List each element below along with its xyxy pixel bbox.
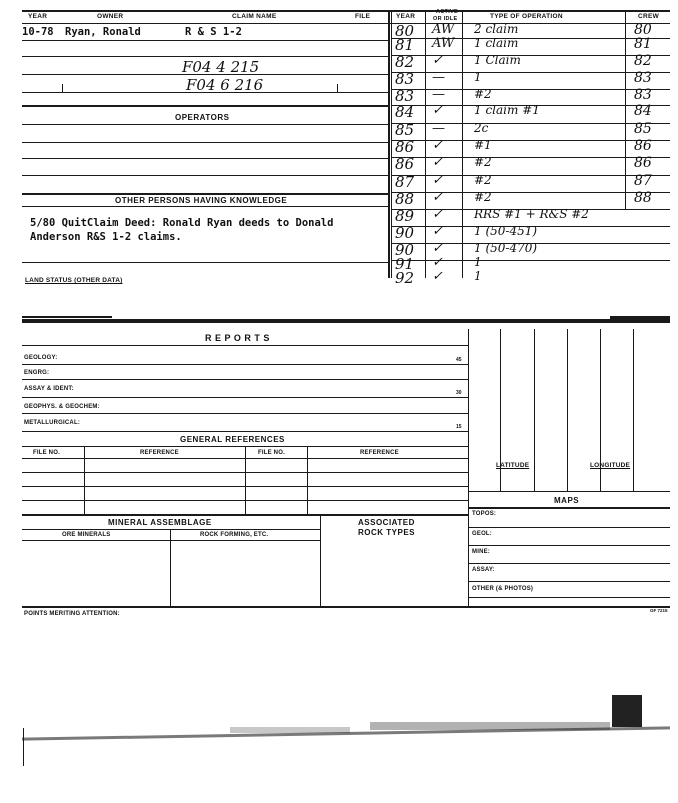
- operation-status: AW: [432, 22, 455, 37]
- operation-status: —: [432, 87, 445, 102]
- operation-crew: 86: [634, 138, 652, 154]
- operation-status: ✓: [432, 103, 443, 118]
- operation-type: 1: [474, 70, 482, 84]
- operation-crew: 80: [634, 22, 652, 38]
- rock-types-label: ROCK TYPES: [358, 528, 416, 537]
- reports-geophys: GEOPHYS. & GEOCHEM:: [24, 404, 100, 410]
- operation-status: ✓: [432, 269, 443, 284]
- knowledge-note-line-1: 5/80 QuitClaim Deed: Ronald Ryan deeds to Donald: [30, 217, 334, 229]
- ref-col-reference-1: REFERENCE: [140, 450, 179, 456]
- form-code: GF 7215: [650, 608, 668, 613]
- latitude-label: LATITUDE: [496, 462, 530, 469]
- operation-year: 92: [395, 269, 415, 287]
- header-or-idle: OR IDLE: [433, 16, 458, 22]
- ref-col-file-no-1: FILE NO.: [33, 450, 60, 456]
- file-number-1: F04 4 215: [182, 58, 260, 76]
- operation-crew: 85: [634, 121, 652, 137]
- points-meriting-attention-label: POINTS MERITING ATTENTION:: [24, 611, 120, 617]
- general-references-title: GENERAL REFERENCES: [180, 435, 285, 444]
- owner-entry-owner: Ryan, Ronald: [65, 26, 141, 38]
- reports-assay-num: 30: [456, 390, 462, 396]
- maps-assay: ASSAY:: [472, 567, 495, 573]
- ref-col-reference-2: REFERENCE: [360, 450, 399, 456]
- maps-geol: GEOL:: [472, 531, 492, 537]
- operation-status: ✓: [432, 224, 443, 239]
- knowledge-note-line-2: Anderson R&S 1-2 claims.: [30, 231, 182, 243]
- maps-other: OTHER (& PHOTOS): [472, 586, 534, 592]
- operation-crew: 81: [634, 36, 652, 52]
- operation-status: —: [432, 121, 445, 136]
- header-file: FILE: [355, 13, 371, 20]
- operation-year: 90: [395, 241, 415, 259]
- operation-status: AW: [432, 36, 455, 51]
- operation-type: #2: [474, 190, 492, 204]
- operation-type: 2c: [474, 121, 489, 135]
- reports-engrg: ENGRG:: [24, 370, 50, 376]
- reports-title: R E P O R T S: [205, 333, 270, 343]
- operation-year: 90: [395, 224, 415, 242]
- reports-geology-num: 45: [456, 357, 462, 363]
- operation-status: ✓: [432, 207, 443, 222]
- owner-entry-claim-name: R & S 1-2: [185, 26, 242, 38]
- reports-metallurgical-num: 15: [456, 424, 462, 430]
- reports-assay: ASSAY & IDENT:: [24, 386, 74, 392]
- reports-metallurgical: METALLURGICAL:: [24, 420, 81, 426]
- operation-year: 80: [395, 22, 415, 40]
- operation-status: ✓: [432, 173, 443, 188]
- operation-type: #2: [474, 87, 492, 101]
- operators-label: OPERATORS: [175, 113, 230, 122]
- operation-type: 1 (50-451): [474, 224, 538, 238]
- maps-topos: TOPOS:: [472, 511, 497, 517]
- mineral-assemblage-title: MINERAL ASSEMBLAGE: [108, 518, 212, 527]
- header-owner: OWNER: [97, 13, 124, 20]
- header-year: YEAR: [28, 13, 48, 20]
- scan-artifact-noise-2: [230, 727, 350, 733]
- operation-year: 83: [395, 87, 415, 105]
- operation-year: 81: [395, 36, 415, 54]
- operation-year: 87: [395, 173, 415, 191]
- operation-type: 1: [474, 269, 482, 283]
- operation-crew: 83: [634, 70, 652, 86]
- operation-type: 1: [474, 255, 482, 269]
- operation-year: 85: [395, 121, 415, 139]
- ref-col-file-no-2: FILE NO.: [258, 450, 285, 456]
- file-number-2: F04 6 216: [186, 76, 264, 94]
- operation-crew: 86: [634, 155, 652, 171]
- rock-forming-label: ROCK FORMING, ETC.: [200, 532, 269, 538]
- operation-type: #2: [474, 155, 492, 169]
- owner-entry-year: 10-78: [22, 26, 54, 38]
- operation-status: ✓: [432, 138, 443, 153]
- operation-year: 89: [395, 207, 415, 225]
- header-crew: CREW: [638, 13, 660, 20]
- operation-type: #1: [474, 138, 492, 152]
- scan-artifact-block: [612, 695, 642, 727]
- operation-year: 86: [395, 155, 415, 173]
- reports-geology: GEOLOGY:: [24, 355, 58, 361]
- operation-crew: 82: [634, 53, 652, 69]
- ore-minerals-label: ORE MINERALS: [62, 532, 111, 538]
- other-persons-label: OTHER PERSONS HAVING KNOWLEDGE: [115, 196, 288, 205]
- operation-type: RRS #1 + R&S #2: [474, 207, 589, 221]
- operation-status: ✓: [432, 190, 443, 205]
- maps-mine: MINE:: [472, 549, 490, 555]
- operation-year: 83: [395, 70, 415, 88]
- operation-type: 1 claim #1: [474, 103, 540, 117]
- operation-year: 84: [395, 103, 415, 121]
- operation-status: ✓: [432, 155, 443, 170]
- operation-crew: 88: [634, 190, 652, 206]
- operation-year: 86: [395, 138, 415, 156]
- operation-crew: 83: [634, 87, 652, 103]
- header-claim-name: CLAIM NAME: [232, 13, 277, 20]
- associated-label: ASSOCIATED: [358, 518, 415, 527]
- longitude-label: LONGITUDE: [590, 462, 631, 469]
- operation-year: 82: [395, 53, 415, 71]
- scan-artifact-noise-1: [370, 722, 610, 730]
- operation-year: 91: [395, 255, 415, 273]
- operation-year: 88: [395, 190, 415, 208]
- operation-type: 2 claim: [474, 22, 519, 36]
- operation-status: ✓: [432, 53, 443, 68]
- operation-status: —: [432, 70, 445, 85]
- operation-crew: 87: [634, 173, 652, 189]
- operation-type: 1 claim: [474, 36, 519, 50]
- operation-type: 1 (50-470): [474, 241, 538, 255]
- header-active: ACTIVE: [436, 9, 458, 15]
- header-type-of-operation: TYPE OF OPERATION: [490, 13, 563, 20]
- land-status-label: LAND STATUS (OTHER DATA): [25, 277, 123, 284]
- operation-status: ✓: [432, 241, 443, 256]
- header-year-2: YEAR: [396, 13, 416, 20]
- operation-status: ✓: [432, 255, 443, 270]
- operation-type: 1 Claim: [474, 53, 521, 67]
- operation-crew: 84: [634, 103, 652, 119]
- operation-type: #2: [474, 173, 492, 187]
- maps-title: MAPS: [554, 496, 580, 505]
